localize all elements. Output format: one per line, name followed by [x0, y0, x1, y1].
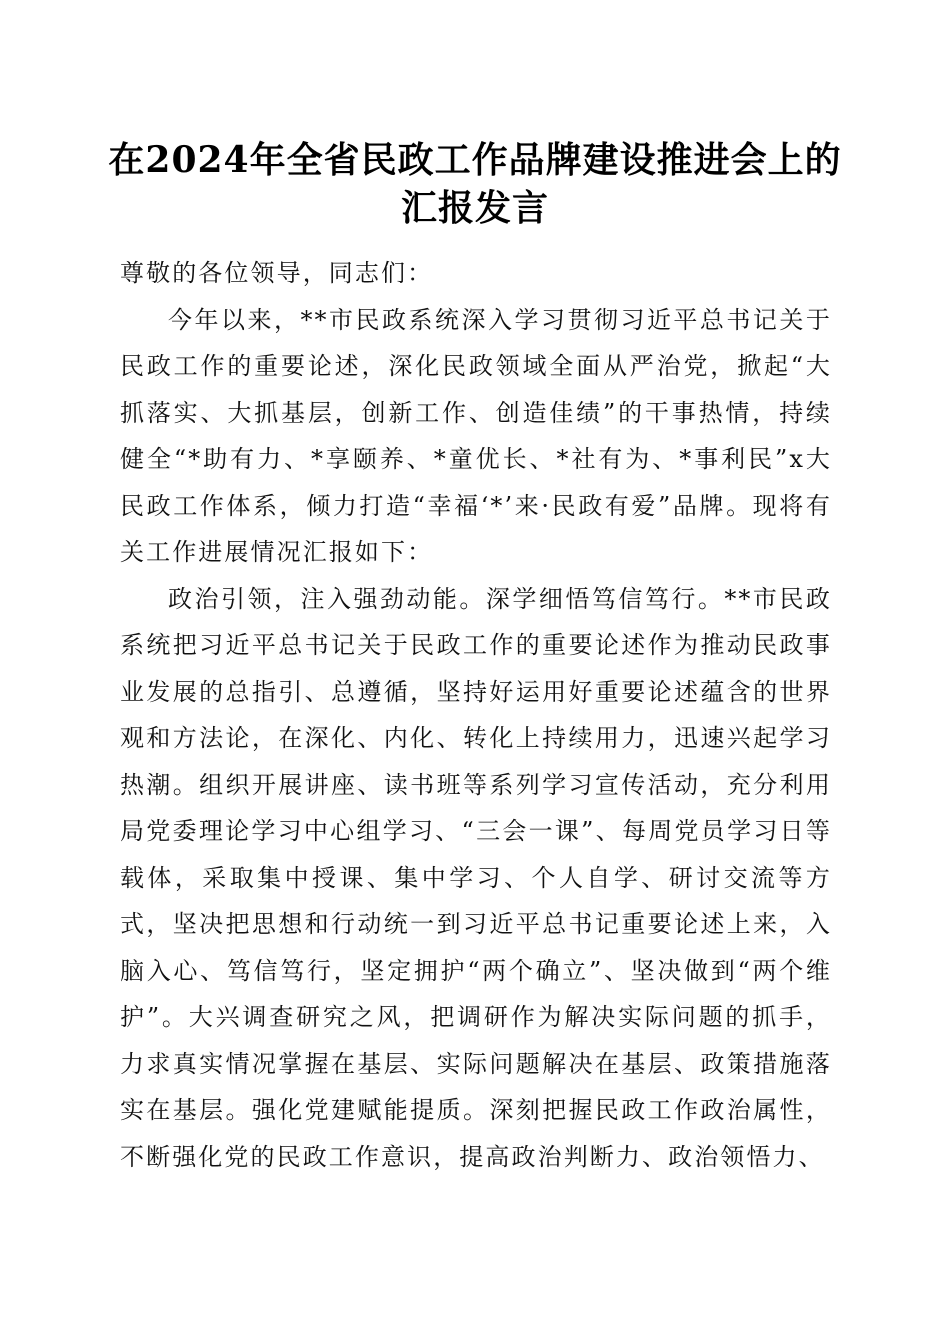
document-title-line-2: 汇报发言	[400, 187, 549, 229]
paragraph-intro: 今年以来，**市民政系统深入学习贯彻习近平总书记关于民政工作的重要论述，深化民政领域全面从严治党，掀起“大抓落实、大抓基层，创新工作、创造佳绩”的干事热情，持续健全“*助有力、*享颐养、*童优长、*社有为、*事利民”x大民政工作体系，倾力打造“幸福‘*’来·民政有爱”品牌。现将有关工作进展情况汇报如下：	[120, 305, 832, 566]
paragraph-political-leadership: 政治引领，注入强劲动能。深学细悟笃信笃行。**市民政系统把习近平总书记关于民政工作的重要论述作为推动民政事业发展的总指引、总遵循，坚持好运用好重要论述蕴含的世界观和方法论，在深化、内化、转化上持续用力，迅速兴起学习热潮。组织开展讲座、读书班等系列学习宣传活动，充分利用局党委理论学习中心组学习、“三会一课”、每周党员学习日等载体，采取集中授课、集中学习、个人自学、研讨交流等方式，坚决把思想和行动统一到习近平总书记重要论述上来，入脑入心、笃信笃行，坚定拥护“两个确立”、坚决做到“两个维护”。大兴调查研究之风，把调研作为解决实际问题的抓手，力求真实情况掌握在基层、实际问题解决在基层、政策措施落实在基层。强化党建赋能提质。深刻把握民政工作政治属性，不断强化党的民政工作意识，提高政治判断力、政治领悟力、	[120, 584, 832, 1171]
document-title-line-1: 在2024年全省民政工作品牌建设推进会上的	[108, 139, 842, 181]
document-body	[120, 250, 832, 1180]
greeting: 尊敬的各位领导，同志们：	[120, 259, 434, 287]
